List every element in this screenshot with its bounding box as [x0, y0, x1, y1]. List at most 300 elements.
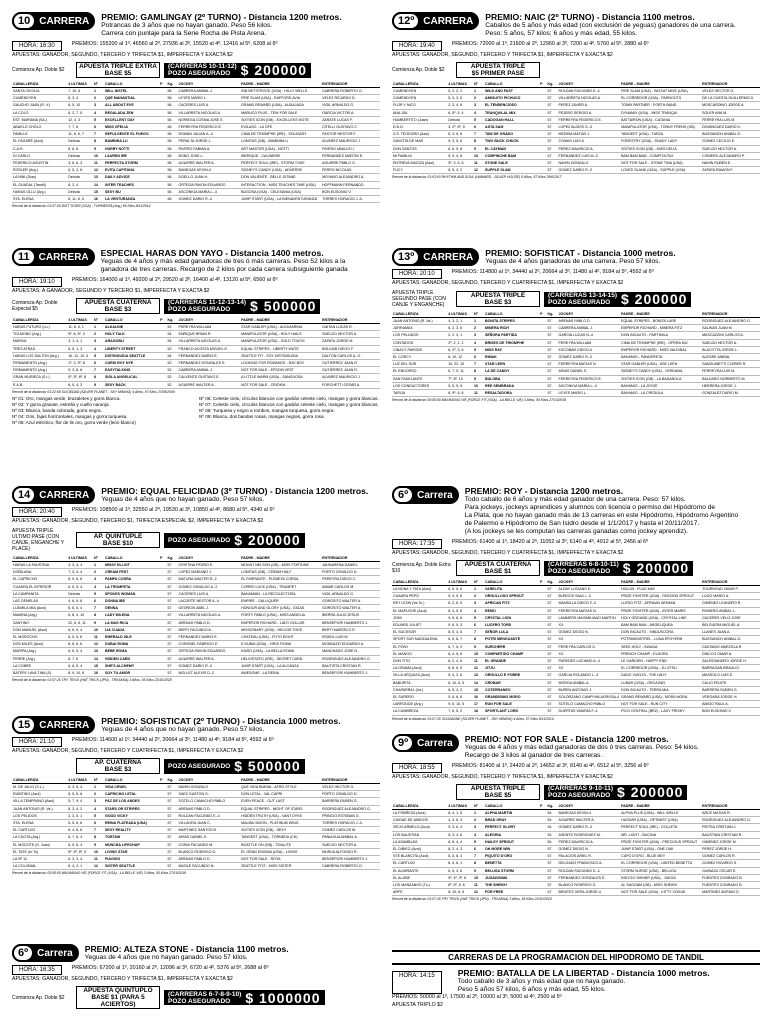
- table-row[interactable]: [392, 318, 760, 325]
- race-title-block: [485, 248, 675, 266]
- table-row[interactable]: [392, 361, 760, 368]
- table-row[interactable]: [12, 331, 380, 338]
- table-cell: 56: [167, 109, 178, 116]
- table-cell: EL CORREDOR (USA) - JU JITSU: [620, 665, 701, 672]
- table-cell: RIMAK: [484, 354, 539, 361]
- table-cell: BAMBINA LU: [104, 138, 159, 145]
- table-cell: [159, 605, 166, 612]
- table-row[interactable]: [12, 324, 380, 331]
- race-time-box: HORA: 19:10: [12, 277, 62, 287]
- table-cell: ASCONIGA MARIA L.-4: [178, 188, 241, 195]
- table-cell: [159, 583, 166, 590]
- table-cell: S.S. TEODORO (Azul): [392, 131, 447, 138]
- table-cell: 15: [93, 662, 104, 669]
- table-cell: [159, 841, 166, 848]
- table-cell: PICO CENTRAL (BRZ) - LADY FRISKY: [620, 708, 701, 715]
- table-cell: FIRE SLAM (USA) - WIZZAT MIXE (USA): [620, 88, 701, 95]
- table-row[interactable]: [12, 188, 380, 195]
- table-row[interactable]: [12, 109, 380, 116]
- table-cell: [159, 655, 166, 662]
- pool-bet-box: [76, 298, 160, 314]
- table-cell: BARRAGAN BRAULIO: [701, 665, 760, 672]
- table-row[interactable]: [392, 658, 760, 665]
- table-row[interactable]: [392, 109, 760, 116]
- table-cell: GOMEZ DARIO R.-3: [558, 354, 621, 361]
- table-row[interactable]: [12, 381, 380, 388]
- table-cell: LAMMERS MAXIMILIANO MARTIN: [558, 614, 621, 621]
- race-prizes: PREMIOS: 72000 al 1º, 21600 al 2º, 12960 al 3º, 7200 al 4º, 5760 al 5º, 2880 al 6º: [451, 41, 649, 47]
- table-cell: ANA-ISA: [392, 109, 447, 116]
- pool-bet-base: BASE $3: [104, 766, 132, 773]
- race-title-block: [85, 944, 289, 962]
- race-label: CARRERA: [39, 489, 90, 501]
- table-cell: ALPHA PLUS (USA) - WILL WELLE: [620, 810, 701, 817]
- table-row[interactable]: [392, 586, 760, 593]
- table-cell: [159, 352, 166, 359]
- table-cell: 8, 4, 6, 1: [447, 860, 473, 867]
- table-cell: ZAPATA JORGE M.: [321, 338, 380, 345]
- table-cell: SUELDO HECTOR A.: [701, 145, 760, 152]
- table-row[interactable]: [392, 375, 760, 382]
- table-cell: 57: [167, 569, 178, 576]
- table-row[interactable]: [392, 131, 760, 138]
- table-row[interactable]: [12, 116, 380, 123]
- table-row[interactable]: [392, 708, 760, 715]
- table-cell: 7: [93, 367, 104, 374]
- table-row[interactable]: [12, 145, 380, 152]
- table-row[interactable]: [12, 812, 380, 819]
- table-cell: PASTOR NESTOR F.: [321, 131, 380, 138]
- table-cell: 8, 2, 4, 3: [447, 846, 473, 853]
- table-cell: EQUAL STRIPES - BONITA LURE: [620, 318, 701, 325]
- table-row[interactable]: [392, 860, 760, 867]
- table-row[interactable]: [12, 655, 380, 662]
- table-row[interactable]: [392, 124, 760, 131]
- table-row[interactable]: [392, 390, 760, 397]
- table-cell: HOLLIN - FLAG MAY: [620, 586, 701, 593]
- table-cell: BLANCO RODRIGO G.: [558, 882, 621, 889]
- table-row[interactable]: [392, 332, 760, 339]
- table-cell: BAHAMIO - LA JOYZE: [620, 382, 701, 389]
- table-row[interactable]: [392, 346, 760, 353]
- table-row[interactable]: [392, 629, 760, 636]
- guaranteed-pool: [164, 533, 305, 548]
- race-number: 11: [12, 248, 36, 266]
- table-cell: 6, 2, 4, 6: [447, 658, 473, 665]
- table-row[interactable]: [392, 846, 760, 853]
- race-prizes: PREMIOS: 164000 al 1º, 49200 al 2º, 29520 al 3º, 16400 al 4º, 13120 al 5º, 6560 al 6º: [71, 277, 278, 283]
- table-cell: 6, 4, 5, 6: [447, 650, 473, 657]
- table-row[interactable]: [12, 138, 380, 145]
- table-row[interactable]: [392, 88, 760, 95]
- table-row[interactable]: [12, 562, 380, 569]
- table-row[interactable]: [392, 138, 760, 145]
- table-row[interactable]: [392, 325, 760, 332]
- table-row[interactable]: [12, 95, 380, 102]
- table-cell: MANCHADO JOSE N.: [321, 648, 380, 655]
- table-cell: 54: [167, 331, 178, 338]
- table-cell: VIGIL ARNALDO G.: [321, 590, 380, 597]
- table-cell: ORGULLOSO SPROUT: [484, 593, 539, 600]
- table-cell: NOT FOR SALE - EPSOM VEST: [240, 367, 321, 374]
- table-cell: 3: [473, 102, 484, 109]
- table-cell: 6º, 5º, 5, 6: [447, 882, 473, 889]
- table-row[interactable]: [12, 174, 380, 181]
- table-cell: [159, 109, 166, 116]
- table-cell: VELEZ HECTOR G.: [701, 88, 760, 95]
- table-row[interactable]: [392, 838, 760, 845]
- table-cell: MASSOLO LUIS E.: [701, 672, 760, 679]
- column-header: JOCKEY: [178, 776, 241, 784]
- table-cell: FERNANDEZ GONZALES E.: [178, 360, 241, 367]
- table-cell: 11: [473, 882, 484, 889]
- table-row[interactable]: [392, 679, 760, 686]
- table-cell: SANGUINETTI CLEBER R.: [701, 361, 760, 368]
- table-cell: 10: [473, 874, 484, 881]
- table-row[interactable]: [12, 598, 380, 605]
- table-cell: SOTELO CAMACHO PABLO: [558, 701, 621, 708]
- table-cell: 4: [473, 831, 484, 838]
- table-cell: [539, 622, 546, 629]
- table-row[interactable]: [392, 145, 760, 152]
- table-cell: SEXY REALITY: [104, 827, 159, 834]
- table-row[interactable]: [12, 612, 380, 619]
- table-row[interactable]: [12, 670, 380, 677]
- table-row[interactable]: [392, 102, 760, 109]
- table-row[interactable]: [392, 354, 760, 361]
- table-cell: 7, 6, 5, 2: [447, 708, 473, 715]
- table-cell: REMO: [484, 607, 539, 614]
- table-cell: 4: [473, 339, 484, 346]
- pool-bet-base: BASE $3: [484, 299, 512, 306]
- table-row[interactable]: [12, 662, 380, 669]
- table-cell: [159, 576, 166, 583]
- combo-bet-label: Comienza Ap. Doble $2: [392, 67, 445, 73]
- table-row[interactable]: [12, 784, 380, 791]
- table-row[interactable]: [392, 152, 760, 159]
- table-cell: COTERRANEO: [484, 686, 539, 693]
- table-row[interactable]: [392, 824, 760, 831]
- table-cell: EL MANGO: [392, 650, 447, 657]
- race-condition-line: Yeguas de 4 años y más edad ganadoras de dos ó tres carreras. Peso: 54 kilos.: [464, 744, 699, 751]
- table-cell: 57: [547, 102, 558, 109]
- table-row[interactable]: [12, 569, 380, 576]
- table-cell: RIVERO FABIAN A.: [178, 145, 241, 152]
- race-number: 10: [12, 12, 36, 30]
- table-cell: 57: [547, 131, 558, 138]
- table-cell: 57: [167, 841, 178, 848]
- table-row[interactable]: [12, 152, 380, 159]
- table-cell: ORTEGA PAVON EDUARDO: [178, 648, 241, 655]
- table-cell: LA COLONIAL: [12, 863, 67, 870]
- table-row[interactable]: [12, 641, 380, 648]
- table-cell: MALIBU MOON - PLATINUM WING: [240, 820, 321, 827]
- table-row[interactable]: [392, 593, 760, 600]
- table-cell: 5: [93, 116, 104, 123]
- table-row[interactable]: [392, 853, 760, 860]
- table-cell: LUZ DEL SUR: [392, 361, 447, 368]
- table-cell: 57: [167, 619, 178, 626]
- race-time-box: HORA: 16:30: [12, 41, 62, 51]
- table-cell: 6, 2, 6, 5: [447, 600, 473, 607]
- table-row[interactable]: [392, 867, 760, 874]
- table-row[interactable]: [392, 810, 760, 817]
- table-cell: BERTI FACUNDO A.: [178, 626, 241, 633]
- race-prizes: PREMIOS: 114800 al 1º, 34440 al 2º, 20664 al 3º, 11480 al 4º, 9184 al 5º, 4592 al 6º: [451, 269, 654, 275]
- table-row[interactable]: [392, 600, 760, 607]
- table-row[interactable]: [12, 338, 380, 345]
- race-title-block: [465, 734, 699, 760]
- table-row[interactable]: [392, 701, 760, 708]
- table-cell: 9, 6, 6, 6: [447, 614, 473, 621]
- pool-label-block: [168, 991, 241, 1005]
- table-row[interactable]: [392, 889, 760, 896]
- table-cell: 6, 10, 6, 5: [447, 679, 473, 686]
- table-cell: CITELLI GUSTAVO C.: [321, 124, 380, 131]
- table-cell: 57: [167, 655, 178, 662]
- table-cell: 3: [473, 332, 484, 339]
- table-cell: DADO VUELTA - THE LADY: [620, 672, 701, 679]
- table-cell: Debuta: [67, 590, 93, 597]
- race-premio-title: PREMIO: SOFISTICAT - Distancia 1000 metros.: [485, 248, 676, 258]
- table-cell: ROMERO ANIBAL L.: [701, 607, 760, 614]
- table-row[interactable]: [12, 820, 380, 827]
- table-cell: 6, 10, 12: [447, 354, 473, 361]
- table-cell: HUSSAR (USA) - OPTIMIST (USA): [620, 817, 701, 824]
- table-cell: 8, 5, 4, 6: [447, 629, 473, 636]
- table-cell: [539, 586, 546, 593]
- table-cell: DON SANTOS: [392, 145, 447, 152]
- table-row[interactable]: [12, 648, 380, 655]
- table-cell: 57: [547, 701, 558, 708]
- table-cell: FORESTRY (USA) - SHADY LADY: [620, 138, 701, 145]
- table-cell: 56: [167, 95, 178, 102]
- table-cell: LUCERO TORD: [484, 622, 539, 629]
- table-cell: [159, 827, 166, 834]
- table-cell: CIMA DE TRIOMPHE (IRE) - SOLIDARY: [240, 131, 321, 138]
- table-cell: 52: [167, 345, 178, 352]
- table-row[interactable]: [392, 614, 760, 621]
- table-cell: ENRIQUE BRIAN R.: [178, 331, 241, 338]
- table-row[interactable]: [12, 619, 380, 626]
- table-cell: 6, 3, 5, 6: [447, 131, 473, 138]
- race-prizes: PREMIOS: 81400 al 1º, 24420 al 2º, 14652 al 3º, 8140 al 4º, 6512 al 5º, 3256 al 6º: [451, 763, 649, 769]
- table-row[interactable]: [392, 636, 760, 643]
- table-row[interactable]: [12, 590, 380, 597]
- table-row[interactable]: [12, 841, 380, 848]
- table-row[interactable]: [12, 856, 380, 863]
- table-row[interactable]: [392, 672, 760, 679]
- table-row[interactable]: [12, 374, 380, 381]
- race-condition-line: Para jockeys, jockeys aprendices y alumnos con licencia o permiso del Hipódromo de: [464, 504, 716, 511]
- table-cell: CASSANO MARCELA R.: [701, 643, 760, 650]
- table-cell: TORTAW: [104, 834, 159, 841]
- table-cell: GAITAN LUCAS R.: [321, 324, 380, 331]
- table-row[interactable]: [12, 102, 380, 109]
- table-cell: 2, 2, 3, 1: [447, 332, 473, 339]
- table-row[interactable]: [12, 605, 380, 612]
- table-cell: EL MAPUCHE (Azul): [392, 607, 447, 614]
- table-row[interactable]: [392, 686, 760, 693]
- table-cell: ROSLER (Arg.): [12, 167, 67, 174]
- race-time-box: HORA: 17:35: [392, 539, 442, 549]
- table-row[interactable]: [12, 352, 380, 359]
- table-cell: RODRIGUEZ ALEJANDRO G.: [701, 318, 760, 325]
- table-row[interactable]: [392, 882, 760, 889]
- table-row[interactable]: [12, 798, 380, 805]
- table-row[interactable]: [392, 339, 760, 346]
- table-cell: [159, 131, 166, 138]
- table-cell: 57: [167, 648, 178, 655]
- table-row[interactable]: [392, 831, 760, 838]
- table-cell: [539, 607, 546, 614]
- table-cell: [539, 831, 546, 838]
- table-cell: SIXTIES ICON (GB) - MISS DELIA: [620, 145, 701, 152]
- column-header: CABALLERIZA: [392, 802, 447, 810]
- table-row[interactable]: [392, 95, 760, 102]
- table-row[interactable]: [392, 368, 760, 375]
- table-row[interactable]: [12, 131, 380, 138]
- table-row[interactable]: [392, 665, 760, 672]
- column-header: CABALLERIZA: [12, 554, 67, 562]
- table-cell: 8, 6, 4, 4: [447, 838, 473, 845]
- table-row[interactable]: [392, 382, 760, 389]
- table-cell: EL TATE (In.To): [12, 848, 67, 855]
- distance-record: Record de la distancia: 01:03:93 RHYTHM AND SOUL (HAWARD - SILVER HOUSE) 5 Años, 57 Kilos 29/6/2017: [392, 175, 562, 180]
- table-cell: 7: [473, 361, 484, 368]
- table-row[interactable]: [392, 817, 760, 824]
- table-row[interactable]: [12, 367, 380, 374]
- table-cell: ART MASTER (USA) - NOTTI: [240, 145, 321, 152]
- table-row[interactable]: [12, 124, 380, 131]
- race-condition-line: de Palermo e Hipódromo de San Isidro desde el 1/1/2017 y hasta el 20/11/2017.: [464, 520, 700, 527]
- table-cell: QUE MANANTIAL: [104, 95, 159, 102]
- table-cell: SAEZ GASTON G.: [178, 791, 241, 798]
- table-row[interactable]: [12, 88, 380, 95]
- table-cell: [539, 874, 546, 881]
- table-cell: BENITEZ VERA JORGE-4: [558, 889, 621, 896]
- column-header: 4 ULTIMAS: [67, 80, 93, 88]
- table-row[interactable]: [12, 626, 380, 633]
- tandil-time-box: HORA: 14:15: [392, 971, 442, 994]
- table-cell: 2º, 2, 1, 2: [447, 339, 473, 346]
- table-row[interactable]: [12, 634, 380, 641]
- table-cell: 1: [93, 324, 104, 331]
- table-row[interactable]: [12, 576, 380, 583]
- pool-label: POZO ASEGURADO: [168, 536, 231, 544]
- pool-races: (CARRERAS 10-11-12): [168, 63, 237, 70]
- table-row[interactable]: [392, 167, 760, 174]
- distance-record: Record de la distancia: 00:55:50 MAXIMUNO VIE (FORCE FIT (USA) - LA BELLE VIE) 3 Años, 55 Kilos 27/10/2018: [392, 398, 567, 403]
- table-row[interactable]: [12, 181, 380, 188]
- table-row[interactable]: [12, 805, 380, 812]
- table-cell: [539, 889, 546, 896]
- column-header: PADRE - MADRE: [620, 80, 701, 88]
- table-cell: PEREYRA CARLOS G.: [558, 643, 621, 650]
- table-row[interactable]: [12, 360, 380, 367]
- table-row[interactable]: [12, 345, 380, 352]
- table-cell: PRIZE FIGHTER (USA) - PASSION SPROUT: [620, 593, 701, 600]
- table-cell: WILD AND FAST: [484, 88, 539, 95]
- table-row[interactable]: [12, 167, 380, 174]
- table-row[interactable]: [12, 583, 380, 590]
- table-cell: MAMINA (Arg.): [12, 612, 67, 619]
- table-cell: 3: [473, 600, 484, 607]
- race-info-line: [12, 504, 380, 517]
- table-cell: HONOUR AND GLORY (USA) - GIGAS: [240, 605, 321, 612]
- table-row[interactable]: [392, 643, 760, 650]
- table-cell: 4: [93, 109, 104, 116]
- table-cell: VILLARRETA NICOLAS A.: [178, 612, 241, 619]
- table-row[interactable]: [392, 650, 760, 657]
- table-row[interactable]: [12, 196, 380, 203]
- table-cell: 57: [547, 860, 558, 867]
- column-header: JOCKEY: [558, 80, 621, 88]
- table-cell: BENSEPORI HUMBERTO J.: [321, 670, 380, 677]
- table-cell: LOS BAUSTIAN: [392, 831, 447, 838]
- pool-bet-base: BASE $5: [484, 792, 512, 799]
- table-cell: DON INCAUTO - TERRA MIA: [620, 686, 701, 693]
- table-cell: LOPEZ MARIANO J.: [178, 569, 241, 576]
- table-cell: ALEGRIA: [484, 831, 539, 838]
- table-cell: CUADRA EL INTERIOR: [12, 583, 67, 590]
- table-row[interactable]: [392, 694, 760, 701]
- table-row[interactable]: [392, 622, 760, 629]
- race-condition-line: Yeguas de 4 años que no hayan ganado. Peso 57 kilos.: [84, 954, 248, 961]
- table-row[interactable]: [12, 160, 380, 167]
- entries-table: [392, 578, 760, 716]
- race-prizes: PREMIOS: 67200 al 1º, 20160 al 2º, 12096 al 3º, 6720 al 4º, 5376 al 5º, 2688 al 6º: [71, 965, 269, 971]
- table-cell: EL PONY: [392, 643, 447, 650]
- table-cell: ALKALINE: [104, 324, 159, 331]
- table-cell: SEÑOR LULA: [484, 629, 539, 636]
- table-row[interactable]: [392, 607, 760, 614]
- table-cell: PALACIOS ARIEL R.: [558, 853, 621, 860]
- table-row[interactable]: [12, 791, 380, 798]
- table-cell: 57: [547, 339, 558, 346]
- table-cell: [159, 612, 166, 619]
- table-row[interactable]: [392, 116, 760, 123]
- table-row[interactable]: [392, 874, 760, 881]
- table-row[interactable]: [12, 848, 380, 855]
- column-header: 4 ULTIMAS: [67, 554, 93, 562]
- table-cell: LEYES MARIO L.: [178, 95, 241, 102]
- table-cell: [159, 188, 166, 195]
- table-cell: 8: [473, 138, 484, 145]
- column-header: Kg.: [547, 578, 558, 586]
- table-row[interactable]: [12, 827, 380, 834]
- table-cell: BEBE ROMA: [104, 648, 159, 655]
- table-cell: [539, 346, 546, 353]
- table-cell: [539, 867, 546, 874]
- table-cell: 5, 2, 2, 2: [447, 88, 473, 95]
- race-label: Carrera: [37, 947, 73, 959]
- table-cell: CURSI ROY NYE: [104, 360, 159, 367]
- race-label: CARRERA: [38, 251, 89, 263]
- table-row[interactable]: [12, 834, 380, 841]
- pool-bet-box: [76, 532, 160, 548]
- table-cell: MARIVA: [12, 338, 67, 345]
- table-cell: DINCCO OMAR A.: [701, 650, 760, 657]
- table-cell: DON VALIENTE - BELLE GITANE: [240, 174, 321, 181]
- table-cell: QUE VIDA BUENA - AFRO STYLE: [240, 784, 321, 791]
- table-cell: SUELDO HECTOR A.: [321, 331, 380, 338]
- table-row[interactable]: [12, 863, 380, 870]
- table-row[interactable]: [392, 160, 760, 167]
- table-cell: BERTI MARCELO E.: [321, 626, 380, 633]
- table-cell: SEXY BU: [104, 188, 159, 195]
- table-cell: SUELDO HECTOR A.: [321, 841, 380, 848]
